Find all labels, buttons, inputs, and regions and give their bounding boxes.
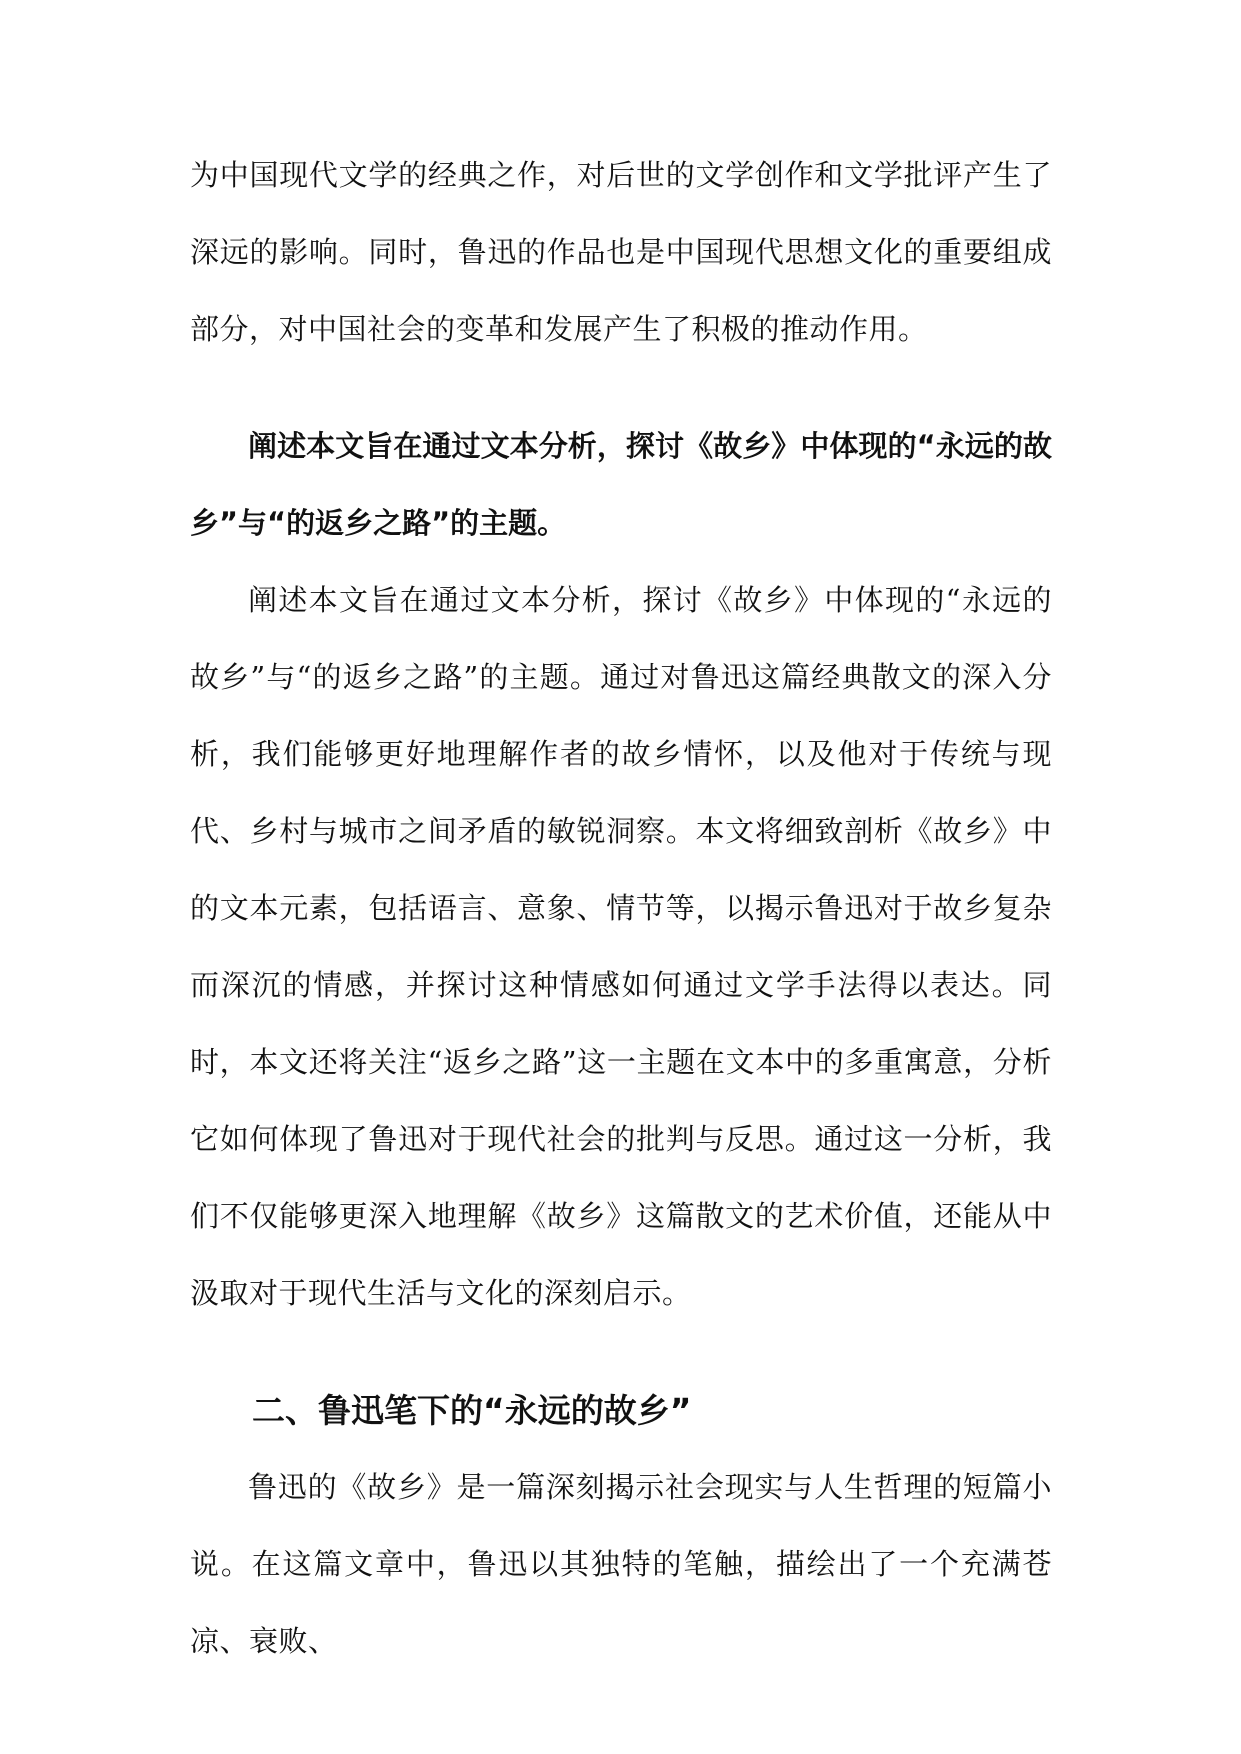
paragraph-section-2-start: 鲁迅的《故乡》是一篇深刻揭示社会现实与人生哲理的短篇小说。在这篇文章中，鲁迅以其独特的笔触，描绘出了一个充满苍凉、衰败、 bbox=[190, 1470, 1052, 1658]
paragraph-purpose: 阐述本文旨在通过文本分析，探讨《故乡》中体现的“永远的故乡”与“的返乡之路”的主题。通过对鲁迅这篇经典散文的深入分析，我们能够更好地理解作者的故乡情怀，以及他对于传统与现代、乡村与城市之间矛盾的敏锐洞察。本文将细致剖析《故乡》中的文本元素，包括语言、意象、情节等，以揭示鲁迅对于故乡复杂而深沉的情感，并探讨这种情感如何通过文学手法得以表达。同时，本文还将关注“返乡之路”这一主题在文本中的多重寓意，分析它如何体现了鲁迅对于现代社会的批判与反思。通过这一分析，我们不仅能够更深入地理解《故乡》这篇散文的艺术价值，还能从中汲取对于现代生活与文化的深刻启示。 bbox=[190, 583, 1052, 1310]
section-heading-2: 二、鲁迅笔下的“永远的故乡” bbox=[252, 1391, 692, 1430]
document-body bbox=[190, 137, 1052, 1680]
paragraph-intro-continuation: 为中国现代文学的经典之作，对后世的文学创作和文学批评产生了深远的影响。同时，鲁迅的作品也是中国现代思想文化的重要组成部分，对中国社会的变革和发展产生了积极的推动作用。 bbox=[190, 158, 1052, 346]
bold-summary-heading: 阐述本文旨在通过文本分析，探讨《故乡》中体现的“永远的故乡”与“的返乡之路”的主题。 bbox=[190, 429, 1052, 540]
